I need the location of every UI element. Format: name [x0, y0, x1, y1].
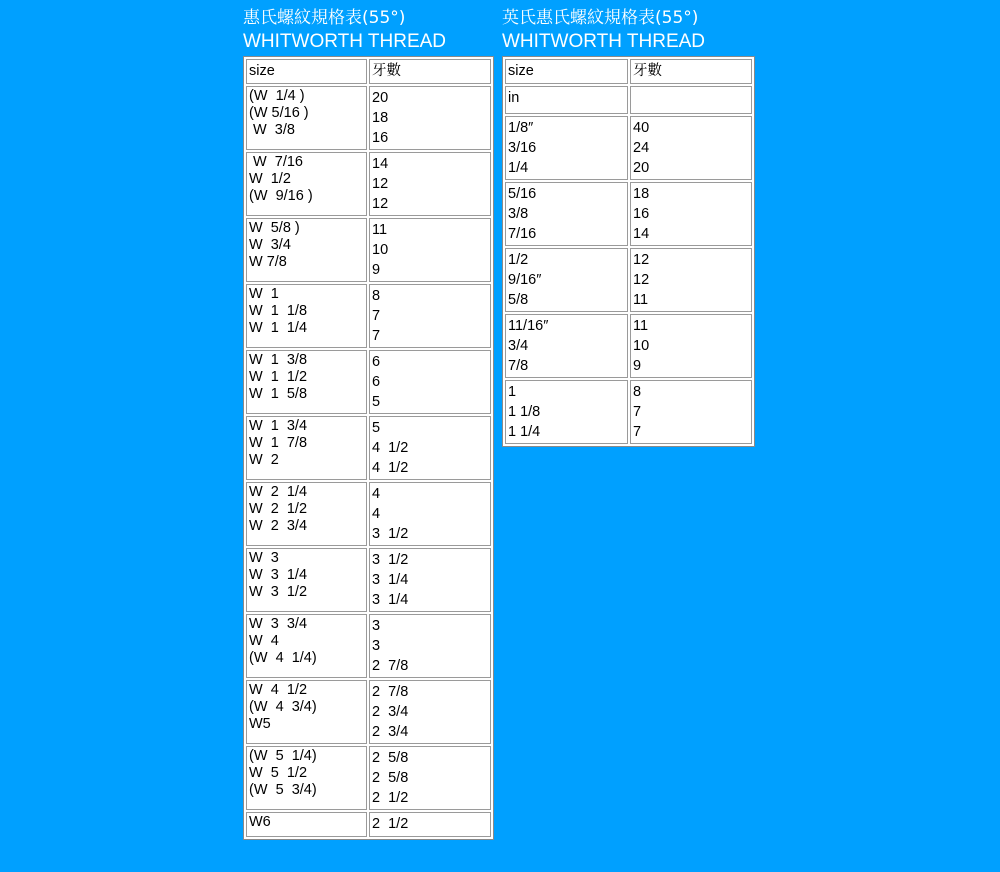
- whitworth-thread-table: [243, 56, 494, 840]
- tpi-cell: 5 4 1/2 4 1/2: [369, 416, 491, 480]
- size-cell: W 1 W 1 1/8 W 1 1/4: [246, 284, 367, 348]
- header-threads: 牙數: [630, 59, 752, 84]
- size-cell: 1/8″ 3/16 1/4: [505, 116, 628, 180]
- table-row: [505, 380, 752, 444]
- size-cell: W 3 3/4 W 4 (W 4 1/4): [246, 614, 367, 678]
- table-title-chinese: 英氏惠氏螺紋規格表(55°): [502, 8, 699, 28]
- header-threads: 牙數: [369, 59, 491, 84]
- size-cell: 1/2 9/16″ 5/8: [505, 248, 628, 312]
- table-row: [246, 86, 491, 150]
- whitworth-table-block: [243, 6, 494, 840]
- size-cell: W 1 3/8 W 1 1/2 W 1 5/8: [246, 350, 367, 414]
- table-row: [246, 218, 491, 282]
- tpi-cell: 14 12 12: [369, 152, 491, 216]
- size-cell: (W 1/4 ) (W 5/16 ) W 3/8: [246, 86, 367, 150]
- size-cell: W 3 W 3 1/4 W 3 1/2: [246, 548, 367, 612]
- size-cell: 11/16″ 3/4 7/8: [505, 314, 628, 378]
- table-row: [505, 314, 752, 378]
- size-cell: W 5/8 ) W 3/4 W 7/8: [246, 218, 367, 282]
- tpi-cell: 8 7 7: [369, 284, 491, 348]
- table-row: [505, 182, 752, 246]
- size-cell: 5/16 3/8 7/16: [505, 182, 628, 246]
- table-row: [246, 548, 491, 612]
- size-cell: W 7/16 W 1/2 (W 9/16 ): [246, 152, 367, 216]
- table-row: [246, 680, 491, 744]
- tpi-cell: 3 3 2 7/8: [369, 614, 491, 678]
- tpi-cell: 4 4 3 1/2: [369, 482, 491, 546]
- table-title-chinese: 惠氏螺紋規格表(55°): [243, 8, 406, 28]
- table-header-row: [505, 59, 752, 84]
- table-row: [246, 416, 491, 480]
- table-title-english: WHITWORTH THREAD: [243, 31, 447, 52]
- unit-cell: in: [505, 86, 628, 114]
- table-row: [246, 746, 491, 810]
- tpi-cell: 20 18 16: [369, 86, 491, 150]
- tpi-cell: 2 1/2: [369, 812, 491, 837]
- table-title-english: WHITWORTH THREAD: [502, 31, 706, 52]
- size-cell: W 2 1/4 W 2 1/2 W 2 3/4: [246, 482, 367, 546]
- table-row: [246, 614, 491, 678]
- table-row: [246, 152, 491, 216]
- unit-row: [505, 86, 752, 114]
- tpi-cell: 40 24 20: [630, 116, 752, 180]
- table-row: [246, 482, 491, 546]
- imperial-whitworth-thread-table: [502, 56, 755, 447]
- tpi-cell: 3 1/2 3 1/4 3 1/4: [369, 548, 491, 612]
- size-cell: W 4 1/2 (W 4 3/4) W5: [246, 680, 367, 744]
- tpi-cell: 11 10 9: [630, 314, 752, 378]
- unit-cell-empty: [630, 86, 752, 114]
- size-cell: W 1 3/4 W 1 7/8 W 2: [246, 416, 367, 480]
- tpi-cell: 2 7/8 2 3/4 2 3/4: [369, 680, 491, 744]
- imperial-whitworth-table-block: [502, 6, 755, 447]
- table-row: [246, 284, 491, 348]
- tpi-cell: 8 7 7: [630, 380, 752, 444]
- header-size: size: [246, 59, 367, 84]
- table-row: [246, 350, 491, 414]
- tpi-cell: 11 10 9: [369, 218, 491, 282]
- header-size: size: [505, 59, 628, 84]
- table-row: [505, 248, 752, 312]
- size-cell: W6: [246, 812, 367, 837]
- tpi-cell: 12 12 11: [630, 248, 752, 312]
- table-row: [246, 812, 491, 837]
- size-cell: (W 5 1/4) W 5 1/2 (W 5 3/4): [246, 746, 367, 810]
- table-row: [505, 116, 752, 180]
- tpi-cell: 6 6 5: [369, 350, 491, 414]
- tpi-cell: 18 16 14: [630, 182, 752, 246]
- tpi-cell: 2 5/8 2 5/8 2 1/2: [369, 746, 491, 810]
- size-cell: 1 1 1/8 1 1/4: [505, 380, 628, 444]
- table-header-row: [246, 59, 491, 84]
